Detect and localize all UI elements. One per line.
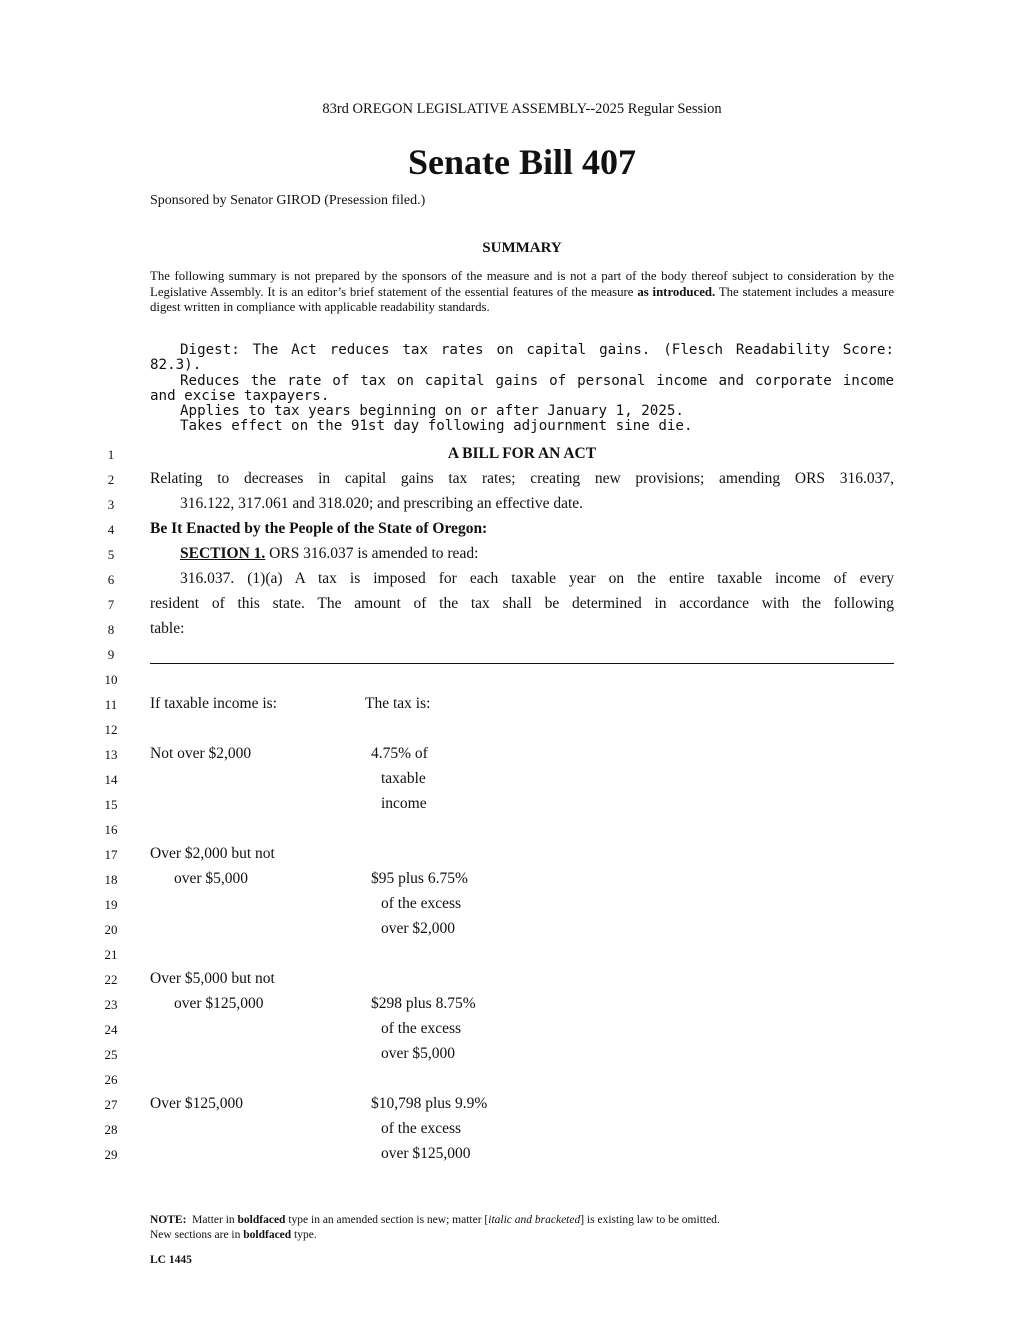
summary-text-bold: as introduced.	[637, 284, 716, 299]
table-income-cell: Over $2,000 but not	[150, 845, 275, 862]
line-number: 14	[104, 772, 118, 787]
note-text: type in an amended section is new; matter [	[288, 1214, 489, 1226]
line-number: 21	[104, 947, 118, 962]
statute-paragraph: 316.037. (1)(a) A tax is imposed for each taxable year on the entire taxable income of every	[180, 570, 894, 587]
summary-text-part-1: The following summary is not prepared by the sponsors of the measure and is not a part of the body thereof subject to consideration by the Legislative Assembly. It is an editor’s brief statement of the essential features of the measure	[150, 269, 894, 299]
line-number: 20	[104, 922, 118, 937]
line-number: 2	[107, 472, 115, 487]
line-number: 19	[104, 897, 118, 912]
table-tax-cell: $10,798 plus 9.9%	[371, 1095, 488, 1112]
table-tax-cell: over $2,000	[381, 920, 456, 937]
line-number: 25	[104, 1047, 118, 1062]
line-number: 15	[104, 797, 118, 812]
line-number: 8	[107, 622, 115, 637]
table-tax-cell: over $5,000	[381, 1045, 456, 1062]
line-number: 24	[104, 1022, 118, 1037]
note-text: ] is existing law to be omitted.	[580, 1214, 720, 1226]
note-text: Matter in	[192, 1214, 235, 1226]
table-tax-cell: $95 plus 6.75%	[371, 870, 468, 887]
line-number: 18	[104, 872, 118, 887]
line-number: 10	[104, 672, 118, 687]
table-header-tax: The tax is:	[365, 695, 431, 712]
line-number: 6	[107, 572, 115, 587]
measure-digest	[150, 343, 894, 435]
line-number: 11	[104, 697, 118, 712]
table-income-cell: Over $5,000 but not	[150, 970, 275, 987]
note-text: New sections are in	[150, 1229, 241, 1241]
line-number: 4	[107, 522, 115, 537]
table-tax-cell: of the excess	[381, 1020, 462, 1037]
line-number: 26	[104, 1072, 118, 1087]
note-bold: boldfaced	[237, 1214, 286, 1226]
sponsor-line: Sponsored by Senator GIROD (Presession filed.)	[150, 193, 426, 208]
line-number: 1	[107, 447, 115, 462]
statute-paragraph: table:	[150, 620, 185, 637]
footer-note	[150, 1213, 894, 1243]
table-tax-cell: over $125,000	[381, 1145, 471, 1162]
table-income-cell: Not over $2,000	[150, 745, 252, 762]
table-income-cell: Over $125,000	[150, 1095, 243, 1112]
line-number: 23	[104, 997, 118, 1012]
line-number: 9	[107, 647, 115, 662]
table-tax-cell: taxable	[381, 770, 426, 787]
table-rule	[150, 663, 894, 664]
bill-title: Senate Bill 407	[407, 142, 636, 182]
table-tax-cell: of the excess	[381, 895, 462, 912]
line-number: 13	[104, 747, 118, 762]
lc-number: LC 1445	[150, 1254, 192, 1266]
line-number: 27	[104, 1097, 118, 1112]
table-tax-cell: 4.75% of	[371, 745, 428, 762]
session-header: 83rd OREGON LEGISLATIVE ASSEMBLY--2025 Regular Session	[322, 101, 722, 117]
table-income-cell: over $125,000	[174, 995, 264, 1012]
section-text: ORS 316.037 is amended to read:	[269, 545, 479, 562]
table-tax-cell: income	[381, 795, 427, 812]
relating-clause-cont: 316.122, 317.061 and 318.020; and prescribing an effective date.	[180, 495, 584, 512]
digest-line: Digest: The Act reduces tax rates on capital gains. (Flesch Readability Score: 82.3).	[150, 342, 894, 374]
section-label: SECTION 1.	[180, 545, 266, 562]
line-number: 16	[104, 822, 118, 837]
note-italic: italic and bracketed	[488, 1214, 581, 1226]
summary-heading: SUMMARY	[482, 240, 562, 256]
line-number: 3	[107, 497, 115, 512]
line-number: 22	[104, 972, 118, 987]
line-number: 7	[107, 597, 115, 612]
act-heading: A BILL FOR AN ACT	[447, 445, 597, 462]
enacting-clause: Be It Enacted by the People of the State of Oregon:	[150, 520, 488, 537]
statute-paragraph: resident of this state. The amount of the tax shall be determined in accordance with the following	[150, 595, 894, 612]
note-text: type.	[294, 1229, 317, 1241]
line-number: 28	[104, 1122, 118, 1137]
section-1	[180, 545, 478, 563]
table-tax-cell: $298 plus 8.75%	[371, 995, 476, 1012]
line-number: 17	[104, 847, 118, 862]
summary-text	[150, 269, 894, 316]
note-label: NOTE:	[150, 1214, 187, 1226]
table-header-income: If taxable income is:	[150, 695, 277, 712]
line-number: 29	[104, 1147, 118, 1162]
note-bold: boldfaced	[243, 1229, 292, 1241]
digest-line: Reduces the rate of tax on capital gains of personal income and corporate income and excise taxpayers.	[150, 372, 894, 404]
summary-text-part-2: The statement includes a measure digest written in compliance with applicable readability standards.	[150, 284, 894, 315]
table-income-cell: over $5,000	[174, 870, 249, 887]
table-tax-cell: of the excess	[381, 1120, 462, 1137]
relating-clause: Relating to decreases in capital gains tax rates; creating new provisions; amending ORS 316.037,	[150, 470, 894, 487]
line-number: 5	[107, 547, 115, 562]
line-number: 12	[104, 722, 118, 737]
digest-line: Takes effect on the 91st day following adjournment sine die.	[180, 418, 693, 435]
digest-line: Applies to tax years beginning on or after January 1, 2025.	[180, 403, 684, 420]
